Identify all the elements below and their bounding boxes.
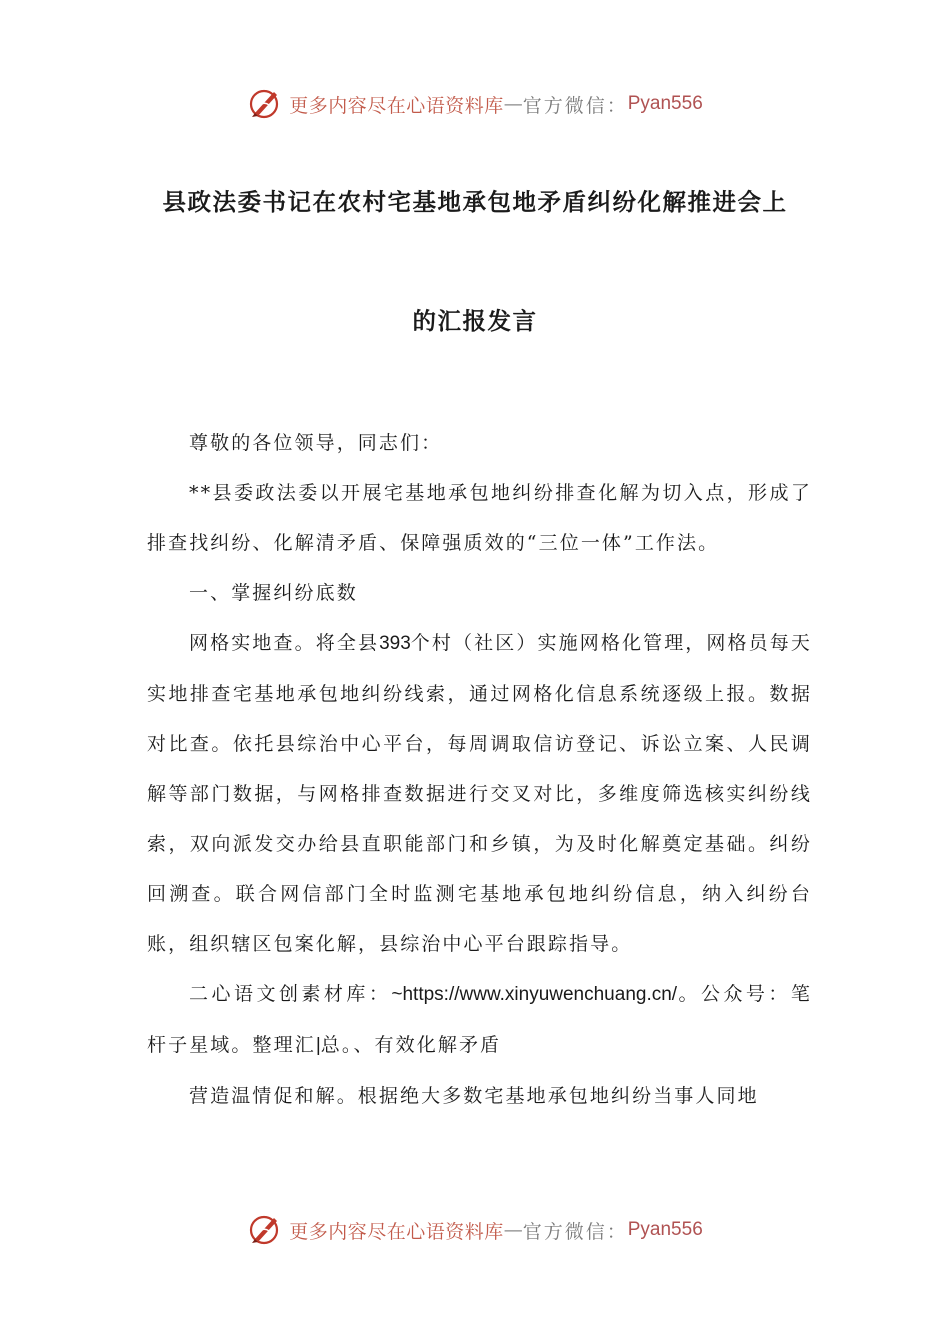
document-title-line1: 县政法委书记在农村宅基地承包地矛盾纠纷化解推进会上	[162, 188, 788, 216]
pen-logo-icon	[247, 1212, 283, 1248]
section2-bar: |	[315, 1035, 321, 1056]
watermark-site-text: 更多内容尽在心语资料库	[289, 94, 504, 117]
pen-logo-icon	[247, 86, 283, 122]
watermark-site-text: 更多内容尽在心语资料库	[289, 1220, 504, 1243]
header-watermark	[0, 84, 950, 124]
watermark-wechat-id: Pyan556	[627, 1219, 703, 1240]
footer-watermark	[0, 1210, 950, 1250]
intro-paragraph: **县委政法委以开展宅基地承包地纠纷排查化解为切入点，形成了排查找纠纷、化解清矛盾、保障强质效的“三位一体”工作法。	[147, 482, 812, 554]
watermark-dash: —	[503, 93, 523, 115]
source-url: ~https://www.xinyuwenchuang.cn/	[391, 984, 678, 1005]
section2-text-c: 总。、有效化解矛盾	[320, 1034, 502, 1056]
watermark-wechat-id: Pyan556	[627, 93, 703, 114]
watermark-dash: —	[503, 1219, 523, 1241]
village-count: 393	[379, 633, 411, 654]
section1-text-b: 个村（社区）实施网格化管理，网格员每天实地排查宅基地承包地纠纷线索，通过网格化信息系统逐级上报。数据对比查。依托县综治中心平台，每周调取信访登记、诉讼立案、人民调解等部门数据，与网格排查数据进行交叉对比，多维度筛选核实纠纷线索，双向派发交办给县直职能部门和乡镇，为及时化解奠定基础。纠纷回溯查。联合网信部门全时监测宅基地承包地纠纷信息，纳入纠纷台账，组织辖区包案化解，县综治中心平台跟踪指导。	[147, 632, 812, 955]
section1-heading: 一、掌握纠纷底数	[189, 582, 358, 604]
section2-text-b: 。公众号：笔杆子星域。整理汇	[147, 983, 812, 1056]
section2-text-a: 二心语文创素材库：	[189, 983, 392, 1005]
section1-paragraph	[147, 618, 812, 969]
watermark-wechat-label: 官方微信：	[522, 94, 628, 117]
document-body	[147, 418, 812, 1121]
section2-paragraph: 营造温情促和解。根据绝大多数宅基地承包地纠纷当事人同地	[189, 1085, 759, 1107]
document-title-line2: 的汇报发言	[412, 307, 538, 335]
section2-heading-paragraph	[147, 969, 812, 1071]
greeting-paragraph: 尊敬的各位领导，同志们：	[189, 432, 443, 454]
section1-text-a: 网格实地查。将全县	[189, 632, 380, 654]
watermark-wechat-label: 官方微信：	[522, 1220, 628, 1243]
